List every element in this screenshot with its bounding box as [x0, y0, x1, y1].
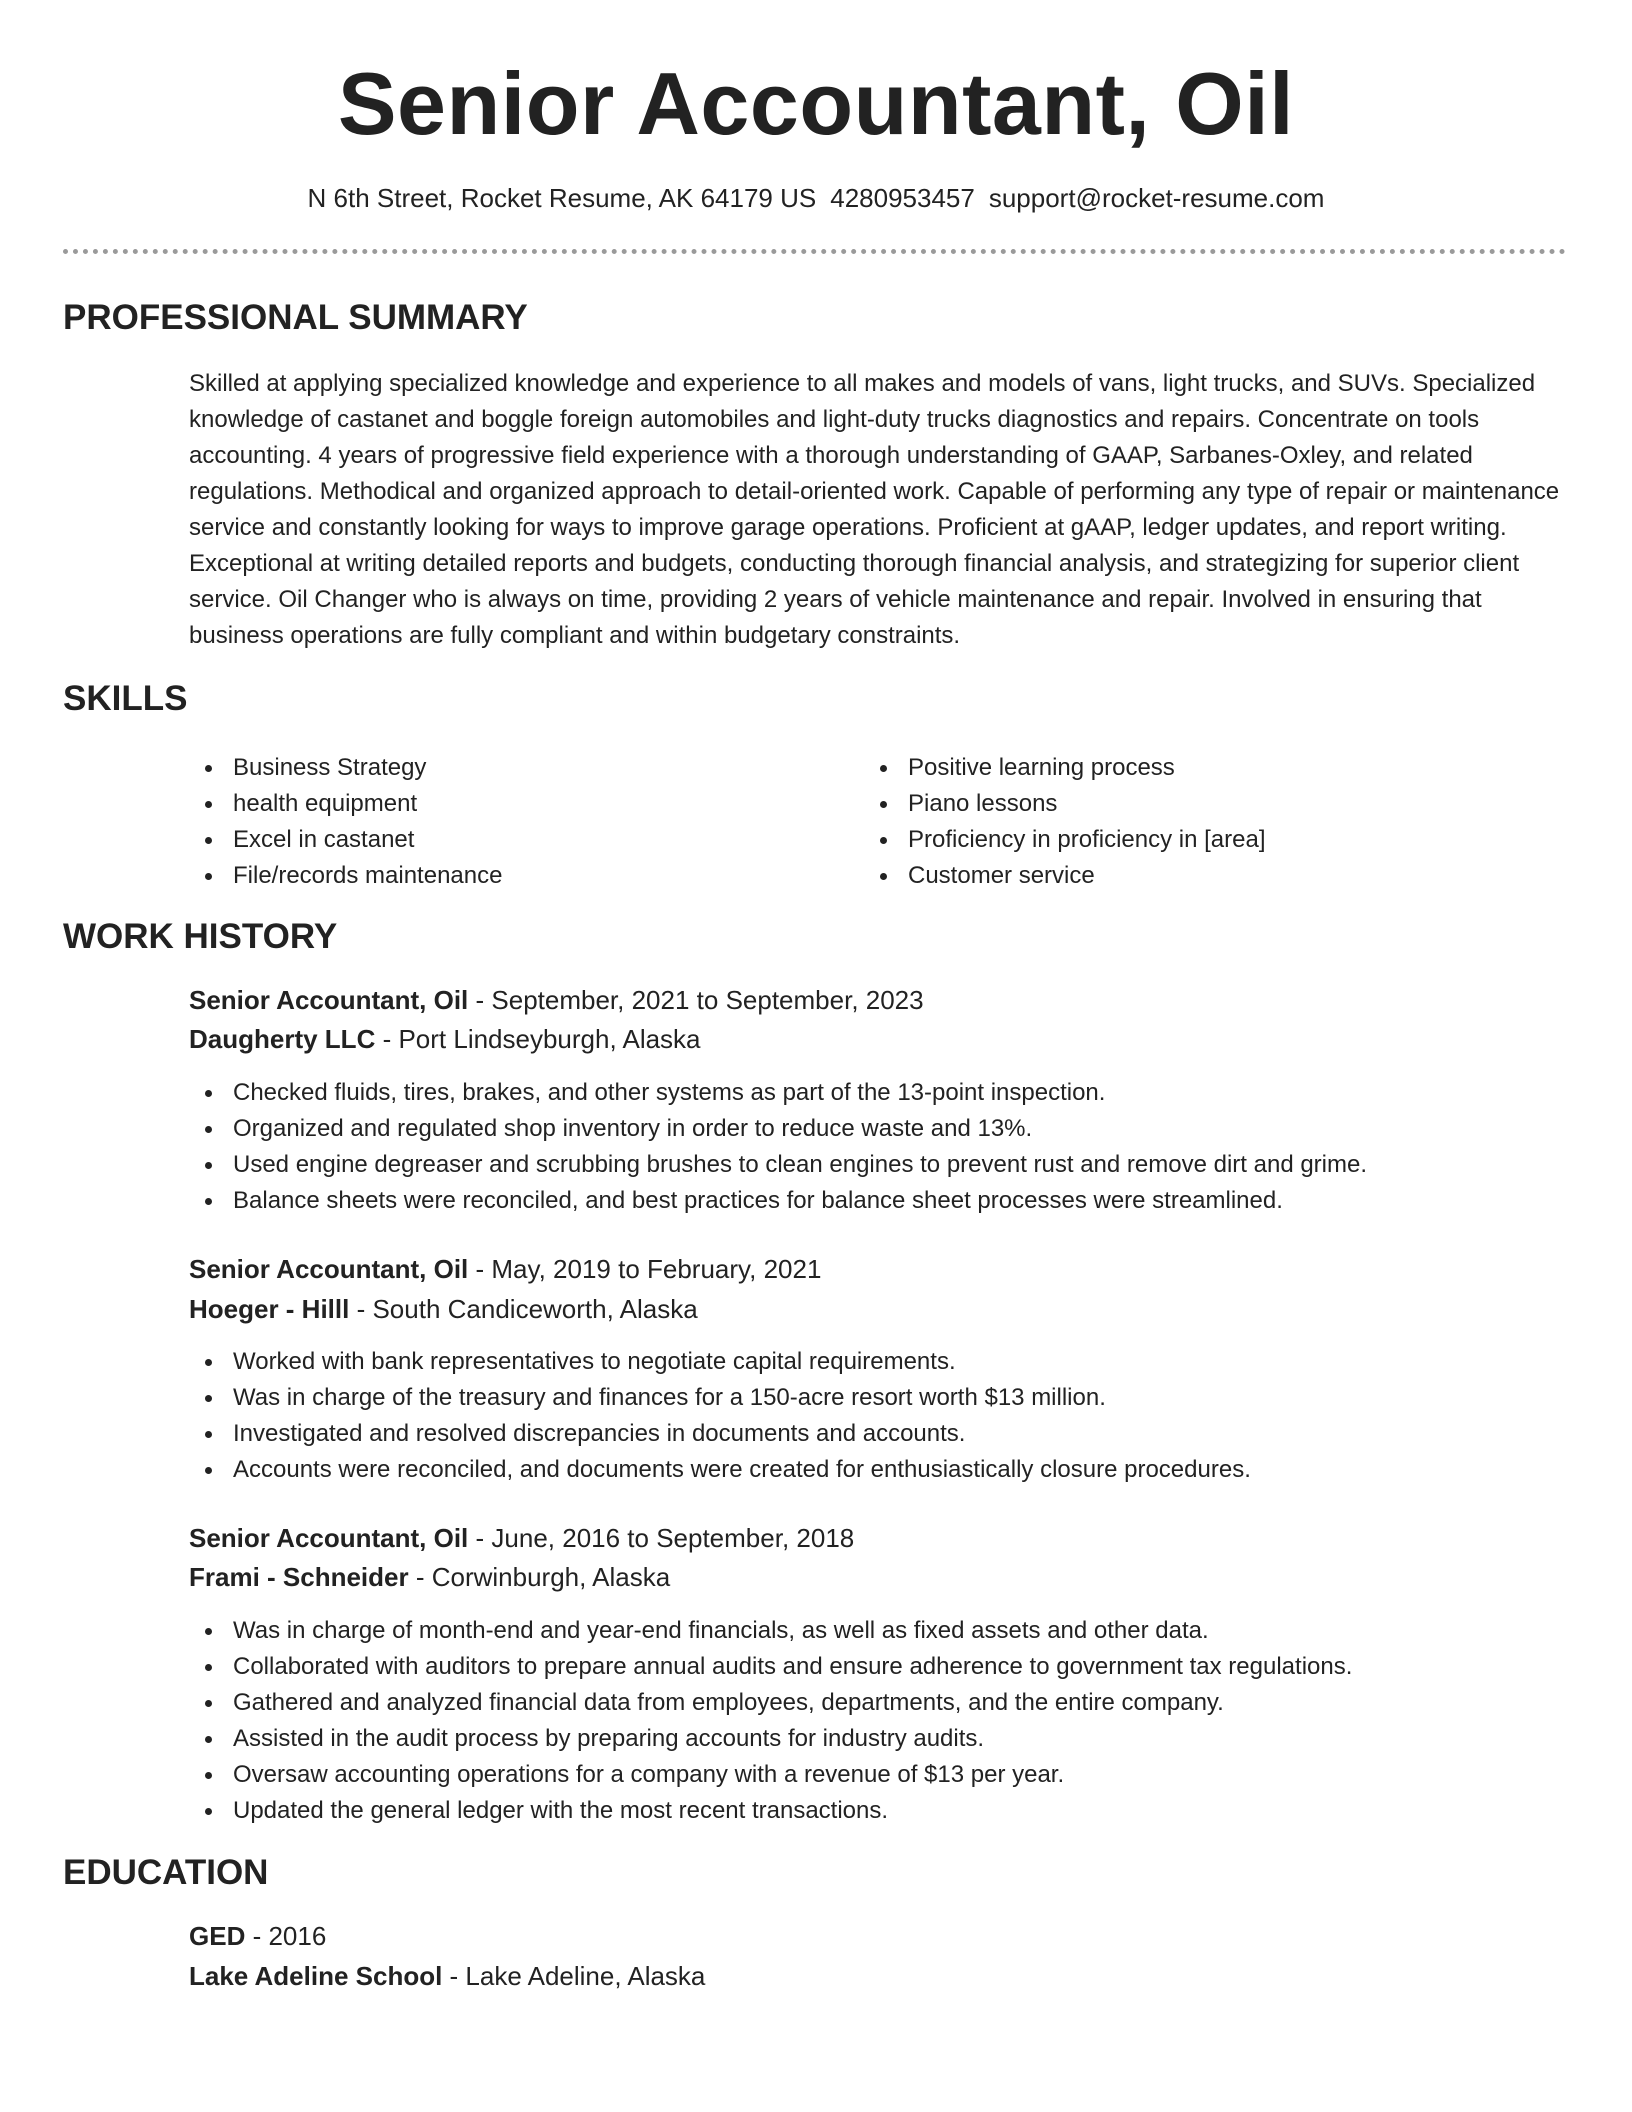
job-duty: Checked fluids, tires, brakes, and other systems as part of the 13-point inspection. — [189, 1075, 1569, 1111]
job-dates: - May, 2019 to February, 2021 — [468, 1254, 822, 1284]
job-title: Senior Accountant, Oil — [189, 1254, 469, 1284]
job-dates: - September, 2021 to September, 2023 — [468, 985, 924, 1015]
job-location: - Port Lindseyburgh, Alaska — [375, 1024, 701, 1054]
skill-item: Business Strategy — [189, 750, 849, 786]
skill-item: Excel in castanet — [189, 822, 849, 858]
education-school: Lake Adeline School — [189, 1961, 443, 1991]
work-history-heading: WORK HISTORY — [63, 917, 338, 956]
education-year: - 2016 — [245, 1921, 327, 1951]
education-degree-line — [189, 1917, 326, 1955]
job-company: Frami - Schneider — [189, 1562, 409, 1592]
skills-list-left — [189, 750, 849, 894]
contact-email: support@rocket-resume.com — [988, 183, 1325, 213]
job-duties-list — [189, 1613, 1569, 1829]
skills-list-right — [864, 750, 1524, 894]
job-location: - South Candiceworth, Alaska — [349, 1294, 698, 1324]
education-degree: GED — [189, 1921, 246, 1951]
skill-item: File/records maintenance — [189, 858, 849, 894]
skills-heading: SKILLS — [63, 679, 188, 718]
job-duties-list — [189, 1075, 1569, 1219]
education-location: - Lake Adeline, Alaska — [442, 1961, 706, 1991]
skill-item: Proficiency in proficiency in [area] — [864, 822, 1524, 858]
job-duties-list — [189, 1344, 1569, 1488]
job-duty: Gathered and analyzed financial data from employees, departments, and the entire company. — [189, 1685, 1569, 1721]
job-title-line — [189, 1250, 821, 1288]
header-divider — [63, 249, 1566, 254]
job-company: Daugherty LLC — [189, 1024, 376, 1054]
job-duty: Collaborated with auditors to prepare annual audits and ensure adherence to government tax regulations. — [189, 1649, 1569, 1685]
job-title: Senior Accountant, Oil — [189, 985, 469, 1015]
job-location: - Corwinburgh, Alaska — [408, 1562, 671, 1592]
skill-item: Piano lessons — [864, 786, 1524, 822]
job-company: Hoeger - Hilll — [189, 1294, 350, 1324]
job-duty: Organized and regulated shop inventory in order to reduce waste and 13%. — [189, 1111, 1569, 1147]
contact-phone: 4280953457 — [830, 183, 975, 213]
contact-address: N 6th Street, Rocket Resume, AK 64179 US — [307, 183, 817, 213]
job-duty: Was in charge of the treasury and finances for a 150-acre resort worth $13 million. — [189, 1380, 1569, 1416]
job-duty: Worked with bank representatives to negotiate capital requirements. — [189, 1344, 1569, 1380]
education-heading: EDUCATION — [63, 1853, 269, 1892]
summary-text: Skilled at applying specialized knowledge and experience to all makes and models of vans, light trucks, and SUVs. Specialized knowledge of castanet and boggle foreign automobiles and light-duty trucks diagnostics and repairs. Concentrate on tools accounting. 4 years of progressive field experience with a thorough understanding of GAAP, Sarbanes-Oxley, and related regulations. Methodical and organized approach to detail-oriented work. Capable of performing any type of repair or maintenance service and constantly looking for ways to improve garage operations. Proficient at gAAP, ledger updates, and report writing. Exceptional at writing detailed reports and budgets, conducting thorough financial analysis, and strategizing for superior client service. Oil Changer who is always on time, providing 2 years of vehicle maintenance and repair. Involved in ensuring that business operations are fully compliant and within budgetary constraints. — [189, 370, 1560, 649]
job-duty: Accounts were reconciled, and documents were created for enthusiastically closure procedures. — [189, 1452, 1569, 1488]
skill-item: health equipment — [189, 786, 849, 822]
job-dates: - June, 2016 to September, 2018 — [468, 1523, 855, 1553]
job-title: Senior Accountant, Oil — [189, 1523, 469, 1553]
contact-line — [0, 180, 1632, 216]
job-title-line — [189, 1519, 854, 1557]
skill-item: Customer service — [864, 858, 1524, 894]
job-duty: Updated the general ledger with the most recent transactions. — [189, 1793, 1569, 1829]
job-duty: Oversaw accounting operations for a company with a revenue of $13 per year. — [189, 1757, 1569, 1793]
job-duty: Used engine degreaser and scrubbing brushes to clean engines to prevent rust and remove dirt and grime. — [189, 1147, 1569, 1183]
skill-item: Positive learning process — [864, 750, 1524, 786]
job-company-line — [189, 1020, 701, 1058]
summary-heading: PROFESSIONAL SUMMARY — [63, 298, 528, 337]
resume-name: Senior Accountant, Oil — [337, 54, 1295, 153]
job-duty: Investigated and resolved discrepancies in documents and accounts. — [189, 1416, 1569, 1452]
job-duty: Assisted in the audit process by preparing accounts for industry audits. — [189, 1721, 1569, 1757]
job-duty: Was in charge of month-end and year-end financials, as well as fixed assets and other data. — [189, 1613, 1569, 1649]
education-school-line — [189, 1957, 705, 1995]
job-title-line — [189, 981, 924, 1019]
job-company-line — [189, 1290, 698, 1328]
job-company-line — [189, 1558, 670, 1596]
job-duty: Balance sheets were reconciled, and best practices for balance sheet processes were streamlined. — [189, 1183, 1569, 1219]
